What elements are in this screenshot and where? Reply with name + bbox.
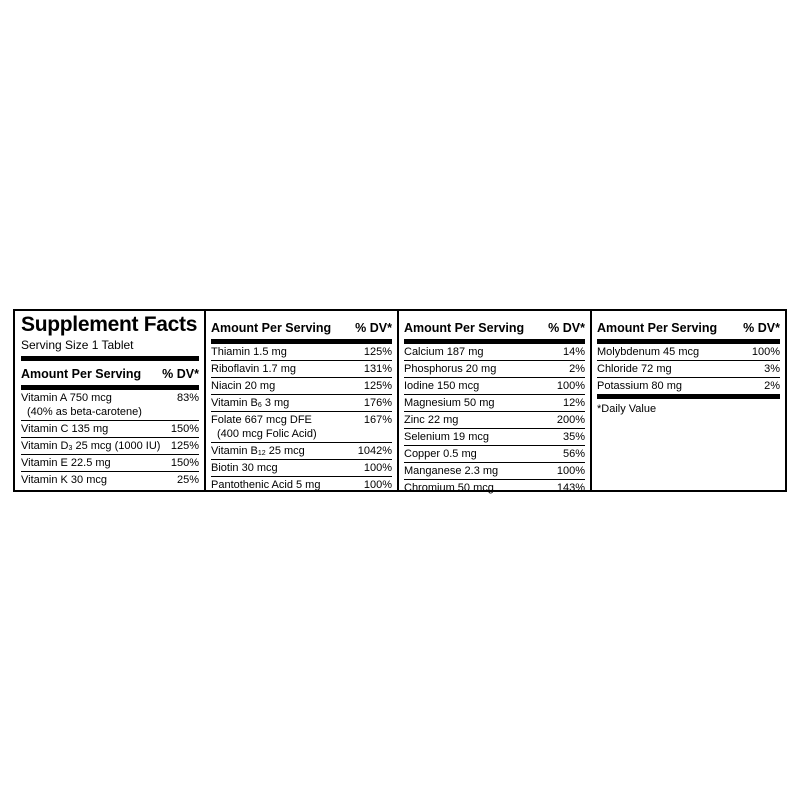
nutrient-dv: 2% [764,380,780,392]
nutrient-dv: 56% [562,448,585,460]
column-header [404,311,585,344]
facts-column-2 [206,311,399,490]
nutrient-row [21,390,199,421]
supplement-facts-panel [13,309,787,492]
nutrient-name: Magnesium 50 mg [404,397,495,409]
nutrient-dv: 167% [363,414,392,426]
nutrient-row [21,421,199,438]
nutrient-name: Thiamin 1.5 mg [211,346,287,358]
serving-size: Serving Size 1 Tablet [21,338,134,352]
nutrient-row [597,378,780,394]
nutrient-row [211,443,392,460]
column-header [597,311,780,344]
nutrient-dv: 12% [562,397,585,409]
nutrient-name: Chloride 72 mg [597,363,672,375]
nutrient-row [211,460,392,477]
nutrient-dv: 35% [562,431,585,443]
nutrient-name: Folate 667 mcg DFE (400 mcg Folic Acid) [211,413,360,441]
nutrient-name: Vitamin K 30 mcg [21,474,108,486]
nutrient-name: Vitamin $B_6$ 3 mg [211,397,290,409]
daily-value-header: % DV* [548,321,585,335]
nutrient-row [597,361,780,378]
nutrient-row [404,395,585,412]
amount-per-serving-header: Amount Per Serving [597,321,718,335]
nutrient-name: Zinc 22 mg [404,414,459,426]
nutrient-dv: 176% [363,397,392,409]
nutrient-dv: 100% [363,462,392,474]
nutrient-dv: 200% [556,414,585,426]
nutrient-row [211,477,392,493]
nutrient-dv: 100% [751,346,780,358]
nutrient-row [404,446,585,463]
panel-title: Supplement Facts [21,313,198,336]
nutrient-dv: 25% [176,474,199,486]
column-header [21,361,199,390]
nutrient-name: Niacin 20 mg [211,380,276,392]
nutrient-name: Vitamin E 22.5 mg [21,457,111,469]
nutrient-row [211,344,392,361]
nutrient-dv: 125% [363,380,392,392]
nutrient-note: (40% as beta-carotene) [27,406,142,418]
nutrient-name: Vitamin A 750 mcg (40% as beta-carotene) [21,391,173,419]
nutrient-row [404,344,585,361]
nutrient-name: Potassium 80 mg [597,380,682,392]
nutrient-row [404,378,585,395]
nutrient-row [404,480,585,496]
nutrient-row [404,361,585,378]
nutrient-row [597,344,780,361]
daily-value-header: % DV* [743,321,780,335]
column-header [211,311,392,344]
nutrient-name: Copper 0.5 mg [404,448,477,460]
nutrient-name: Riboflavin 1.7 mg [211,363,296,375]
nutrient-name: Selenium 19 mcg [404,431,489,443]
nutrient-dv: 131% [363,363,392,375]
nutrient-name: Chromium 50 mcg [404,482,494,494]
nutrient-name: Molybdenum 45 mcg [597,346,700,358]
nutrient-dv: 1042% [357,445,392,457]
nutrient-dv: 100% [556,465,585,477]
nutrient-name: Biotin 30 mcg [211,462,278,474]
nutrient-name: Phosphorus 20 mg [404,363,497,375]
nutrient-row [211,395,392,412]
nutrient-row [211,412,392,443]
nutrient-dv: 150% [170,457,199,469]
nutrient-name: Pantothenic Acid 5 mg [211,479,321,491]
daily-value-header: % DV* [162,367,199,381]
nutrient-dv: 3% [764,363,780,375]
nutrient-name: Vitamin $D_3$ 25 mcg (1000 IU) [21,440,161,452]
nutrient-dv: 100% [363,479,392,491]
nutrient-name: Manganese 2.3 mg [404,465,499,477]
nutrient-row [21,455,199,472]
nutrient-name: Vitamin C 135 mg [21,423,109,435]
facts-column-4 [592,311,785,490]
nutrient-row [21,472,199,488]
nutrient-row [21,438,199,455]
nutrient-dv: 2% [569,363,585,375]
nutrient-dv: 14% [562,346,585,358]
nutrient-row [211,378,392,395]
nutrient-name: Calcium 187 mg [404,346,484,358]
nutrient-dv: 100% [556,380,585,392]
amount-per-serving-header: Amount Per Serving [21,367,142,381]
nutrient-note: (400 mcg Folic Acid) [217,428,317,440]
facts-column-3 [399,311,592,494]
daily-value-footnote: *Daily Value [597,403,657,415]
nutrient-dv: 143% [556,482,585,494]
nutrient-name: Vitamin $B_{12}$ 25 mcg [211,445,305,457]
nutrient-dv: 83% [176,392,199,404]
nutrient-dv: 125% [170,440,199,452]
nutrient-row [404,412,585,429]
amount-per-serving-header: Amount Per Serving [404,321,525,335]
nutrient-dv: 125% [363,346,392,358]
facts-column-1 [15,311,206,490]
nutrient-row [404,463,585,480]
nutrient-row [404,429,585,446]
nutrient-row [211,361,392,378]
daily-value-header: % DV* [355,321,392,335]
nutrient-name: Iodine 150 mcg [404,380,480,392]
amount-per-serving-header: Amount Per Serving [211,321,332,335]
nutrient-dv: 150% [170,423,199,435]
